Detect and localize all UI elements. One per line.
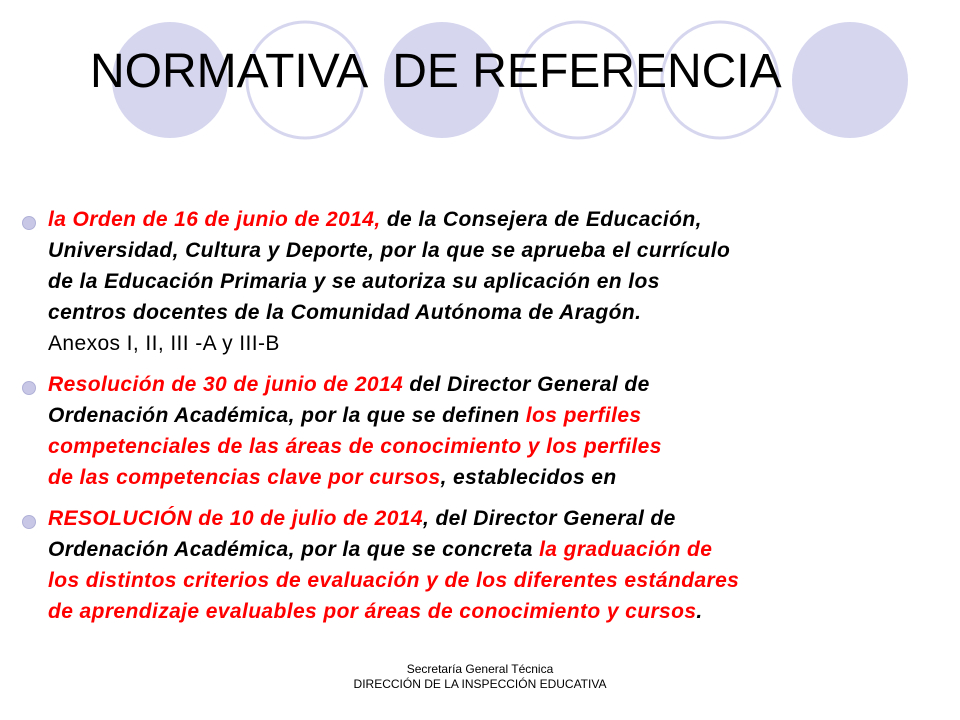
item-text-line bbox=[48, 328, 862, 359]
bullet-icon bbox=[22, 515, 36, 529]
footer-line-1: Secretaría General Técnica bbox=[406, 662, 554, 676]
body-text: , del Director General de bbox=[422, 507, 676, 530]
body-text: Universidad, Cultura y Deporte, por la que se aprueba el currículo bbox=[48, 239, 731, 262]
normativa-item bbox=[22, 503, 862, 627]
normativa-list bbox=[22, 204, 862, 637]
body-text: del Director General de bbox=[403, 373, 650, 396]
bullet-icon bbox=[22, 216, 36, 230]
item-text-line bbox=[48, 266, 862, 297]
item-text-line bbox=[48, 235, 862, 266]
highlighted-text: los distintos criterios de evaluación y de los diferentes estándares bbox=[48, 569, 740, 592]
body-text: de la Educación Primaria y se autoriza su aplicación en los bbox=[48, 270, 660, 293]
highlighted-text: de aprendizaje evaluables por áreas de conocimiento y cursos bbox=[48, 600, 697, 623]
highlighted-text: competenciales de las áreas de conocimiento y los perfiles bbox=[48, 435, 662, 458]
item-text-line bbox=[48, 534, 862, 565]
decorative-circles bbox=[0, 0, 960, 200]
footer bbox=[0, 662, 960, 692]
item-text-line bbox=[48, 400, 862, 431]
footer-line-2: DIRECCIÓN DE LA INSPECCIÓN EDUCATIVA bbox=[353, 677, 607, 691]
body-text: , establecidos en bbox=[440, 466, 617, 489]
body-text: centros docentes de la Comunidad Autónoma de Aragón. bbox=[48, 301, 642, 324]
item-text-line bbox=[48, 204, 862, 235]
highlighted-text: RESOLUCIÓN de 10 de julio de 2014 bbox=[48, 507, 423, 530]
highlighted-text: la Orden de 16 de junio de 2014, bbox=[48, 208, 381, 231]
normativa-item bbox=[22, 369, 862, 493]
highlighted-text: de las competencias clave por cursos bbox=[48, 466, 441, 489]
item-text-line bbox=[48, 297, 862, 328]
body-text: de la Consejera de Educación, bbox=[380, 208, 702, 231]
slide-title: NORMATIVA DE REFERENCIA bbox=[90, 45, 782, 98]
item-text-line bbox=[48, 565, 862, 596]
item-text-line bbox=[48, 431, 862, 462]
item-text-line bbox=[48, 503, 862, 534]
body-text: Ordenación Académica, por la que se concreta bbox=[48, 538, 540, 561]
bullet-icon bbox=[22, 381, 36, 395]
body-text: Anexos I, II, III -A y III-B bbox=[48, 332, 280, 355]
highlighted-text: los perfiles bbox=[525, 404, 642, 427]
body-text: . bbox=[696, 600, 703, 623]
body-text: Ordenación Académica, por la que se definen bbox=[48, 404, 526, 427]
item-text-line bbox=[48, 369, 862, 400]
highlighted-text: la graduación de bbox=[539, 538, 713, 561]
normativa-item bbox=[22, 204, 862, 359]
highlighted-text: Resolución de 30 de junio de 2014 bbox=[48, 373, 404, 396]
item-text-line bbox=[48, 596, 862, 627]
item-text-line bbox=[48, 462, 862, 493]
